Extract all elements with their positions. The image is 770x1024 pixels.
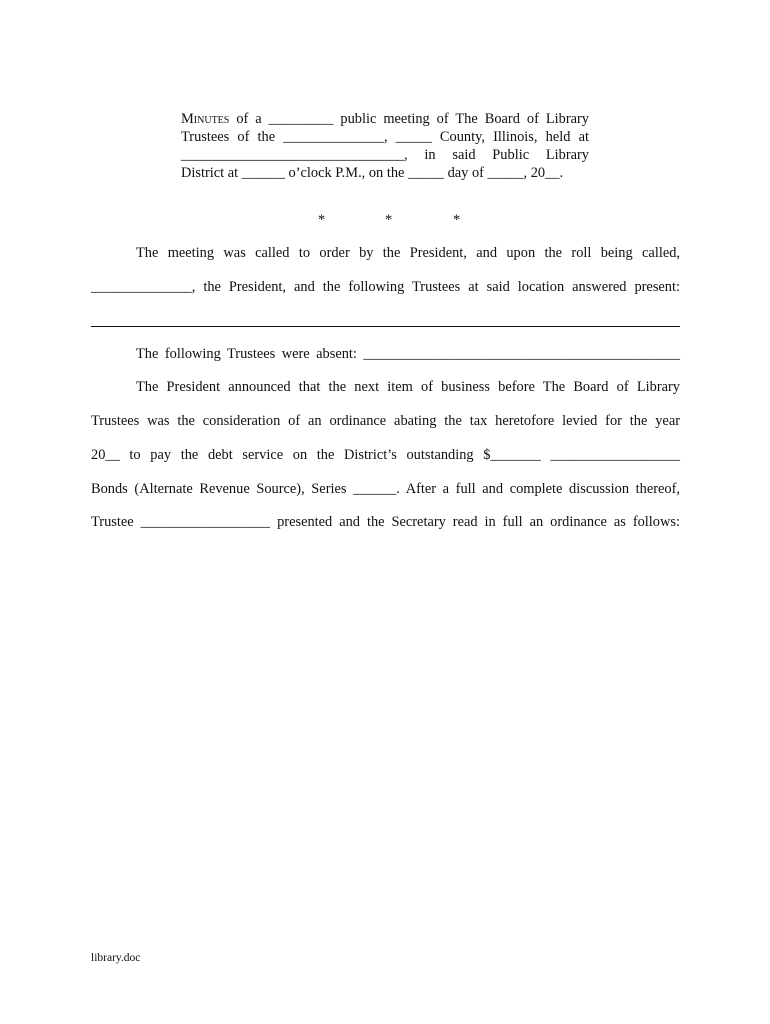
heading-line-1 — [181, 110, 589, 128]
absent-trustees-line: The following Trustees were absent: ____________________________________________ — [136, 346, 680, 362]
business-line-1: The President announced that the next item of business before The Board of Library — [136, 379, 680, 395]
footer-filename: library.doc — [91, 952, 141, 964]
heading-line-1-rest: of a _________ public meeting of The Board of Library — [229, 111, 589, 127]
business-line-3: 20__ to pay the debt service on the District’s outstanding $_______ __________________ — [91, 447, 680, 463]
roll-call-line-1: The meeting was called to order by the President, and upon the roll being called, — [136, 245, 680, 261]
business-line-2: Trustees was the consideration of an ordinance abating the tax heretofore levied for the year — [91, 413, 680, 429]
minutes-word: Minutes — [181, 111, 230, 127]
business-line-5: Trustee __________________ presented and the Secretary read in full an ordinance as follows: — [91, 514, 680, 530]
minutes-heading — [181, 110, 589, 182]
heading-line-4: District at ______ o’clock P.M., on the _____ day of _____, 20__. — [181, 165, 564, 181]
roll-call-line-2: ______________, the President, and the following Trustees at said location answered present: — [91, 279, 680, 295]
heading-line-2: Trustees of the ______________, _____ County, Illinois, held at — [181, 129, 589, 145]
separator-star-1: * — [318, 212, 326, 228]
separator-star-2: * — [385, 212, 393, 228]
present-trustees-blank-line — [91, 326, 680, 327]
separator-star-3: * — [453, 212, 461, 228]
heading-line-3: _______________________________, in said Public Library — [181, 147, 589, 163]
business-line-4: Bonds (Alternate Revenue Source), Series ______. After a full and complete discussion thereof, — [91, 481, 680, 497]
